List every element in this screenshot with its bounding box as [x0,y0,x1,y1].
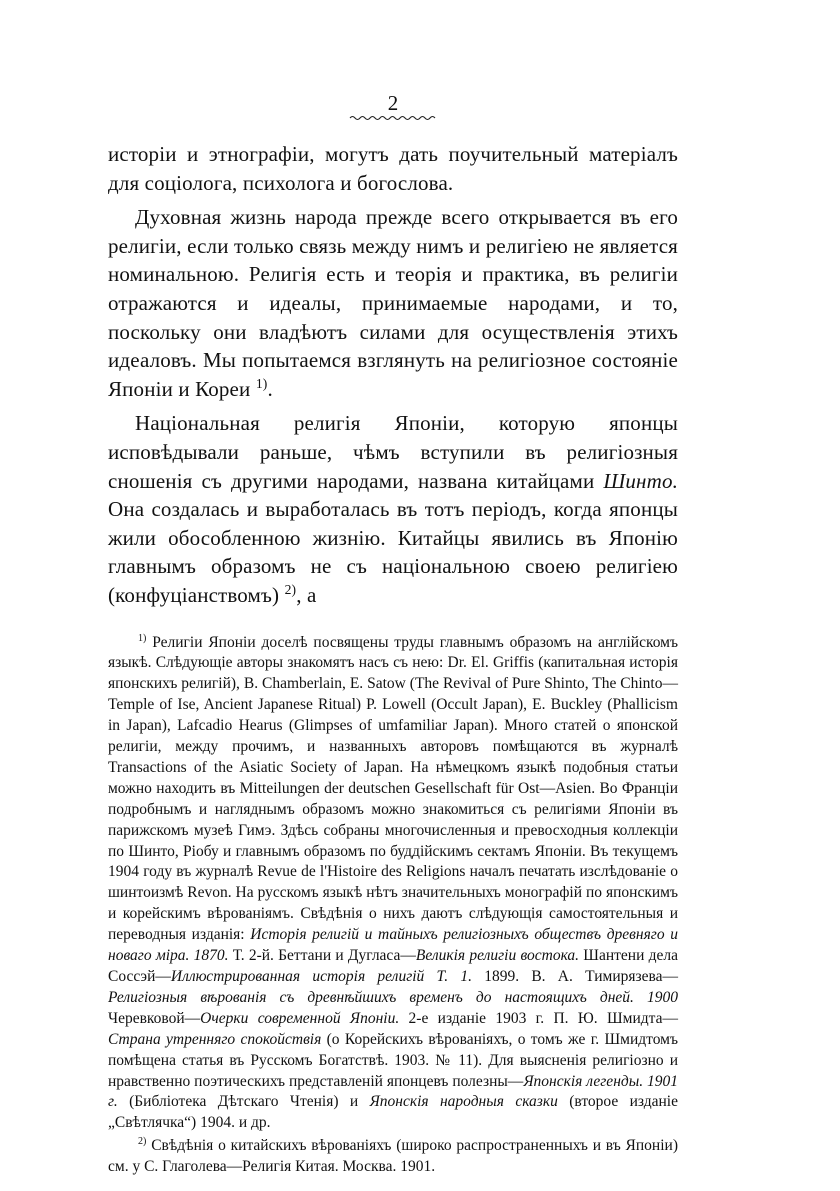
footnote-segment: Т. 2-й. Беттани и Дугласа— [228,947,416,965]
footnote-title-italic: Исторія религій и тайныхъ религіозныхъ обществъ древняго и новаго міра. 1870. [108,926,678,965]
footnote-title-italic: Страна утренняго спокойствія [108,1030,322,1048]
paragraph-text: Національная религія Японіи, которую японцы исповѣдывали раньше, чѣмъ вступили въ религіозныя сношенія съ другими народами, названа китайцами [108,411,678,493]
footnote-ref: 2) [284,581,297,597]
footnote-marker: 2) [138,1136,147,1148]
footnote-segment: Свѣдѣнія о китайскихъ вѣрованіяхъ (широко распространенныхъ и въ Японіи) см. у С. Глаголева—Религія Китая. Москва. 1901. [108,1137,678,1176]
footnote-segment: 2-е изданіе 1903 г. П. Ю. Шмидта— [399,1009,678,1027]
paragraph [108,203,678,403]
footnote-marker: 1) [138,632,147,644]
footnote-segment: (второе изданіе „Свѣтлячка“) 1904. и др. [108,1093,678,1132]
footnote-text [108,1137,678,1175]
footnote-title-italic: Великія религіи востока. [415,947,580,965]
footnote-2 [108,1136,678,1178]
paragraph [108,409,678,609]
footnote-segment: (Библіотека Дѣтскаго Чтенія) и [117,1093,370,1111]
book-page [108,92,678,1178]
footnote-title-italic: Религіозныя вѣрованія съ древнѣйшихъ временъ до настоящихъ дней. 1900 [108,988,678,1006]
punctuation: . [267,376,273,401]
footnote-segment: Религіи Японіи доселѣ посвящены труды главнымъ образомъ на англійскомъ языкѣ. Слѣдующіе авторы знакомятъ насъ съ нею: Dr. El. Griffis (капитальная исторія японскихъ религій), B. Chamberlain, E. Satow (The Revival of Pure Shinto, The Chinto—Temple of Ise, Ancient Japanese Ritual) P. Lowell (Occult Japan), E. Buckley (Phallicism in Japan), Lafcadio Hearus (Glimpses of umfamiliar Japan). Много статей о японской религіи, между прочимъ, и названныхъ авторовъ помѣщаются въ журналѣ Transactions of the Asiatic Society of Japan. На нѣмецкомъ языкѣ подобныя статьи можно находить въ Mitteilungen der deutschen Gesellschaft für Ost—Asien. Во Франціи подробнымъ и нагляднымъ образомъ можно знакомиться съ религіями Японіи въ парижскомъ музеѣ Гимэ. Здѣсь собраны многочисленныя и превосходныя коллекціи по Шинто, Ріобу и главнымъ образомъ по буддійскимъ сектамъ Японіи. Въ текущемъ 1904 году въ журналѣ Revue de l'Histoire des Religions началъ печатать изслѣдованіе о шинтоизмѣ Revon. На русскомъ языкѣ нѣтъ значительныхъ монографій по японскимъ и корейскимъ вѣрованіямъ. Свѣдѣнія о нихъ даютъ слѣдующія самостоятельныя и переводныя изданія: [108,633,678,944]
footnote-segment: Шантени дела Соссэй— [108,947,678,985]
footnote-segment: 1899. В. А. Тимирязева— [471,968,678,985]
footnote-title-italic: Японскія народныя сказки [369,1093,558,1111]
paragraph-text: , а [296,582,317,607]
wavy-ornament-icon [348,114,438,122]
main-text [108,140,678,610]
footnote-text [108,634,678,1132]
footnote-title-italic: Очерки современной Японіи. [200,1009,400,1027]
footnote-1 [108,633,678,1135]
footnote-separator [111,624,675,625]
footnote-segment: Черевковой— [108,1009,201,1027]
footnotes [108,633,678,1179]
paragraph-text: Духовная жизнь народа прежде всего открывается въ его религіи, если только связь между нимъ и религіею не является номинальною. Религія есть и теорія и практика, въ религіи отражаются и идеалы, принимаемые народами, и то, поскольку они владѣютъ силами для осуществленія этихъ идеаловъ. Мы попытаемся взглянуть на религіозное состояніе Японіи и Кореи [108,205,678,401]
footnote-title-italic: Японскія легенды. 1901 г. [108,1072,679,1111]
emphasized-word: Шинто. [603,468,678,493]
footnote-ref: 1) [255,375,268,391]
paragraph: исторіи и этнографіи, могутъ дать поучительный матеріалъ для соціолога, психолога и богослова. [108,142,678,195]
paragraph-text: Она создалась и выработалась въ тотъ періодъ, когда японцы жили обособленною жизнію. Китайцы явились въ Японію главнымъ образомъ не съ національною своею религіею (конфуціанствомъ) [108,497,678,607]
footnote-title-italic: Иллюстрированная исторія религій Т. 1. [170,968,472,985]
page-number: 2 [387,91,399,115]
footnote-segment: (о Корейскихъ вѣрованіяхъ, о томъ же г. Шмидтомъ помѣщена статья въ Русскомъ Богатствѣ. 1903. № 11). Для выясненія религіозно и нравственно поэтическихъ представленій японцевъ полезны— [108,1030,678,1090]
